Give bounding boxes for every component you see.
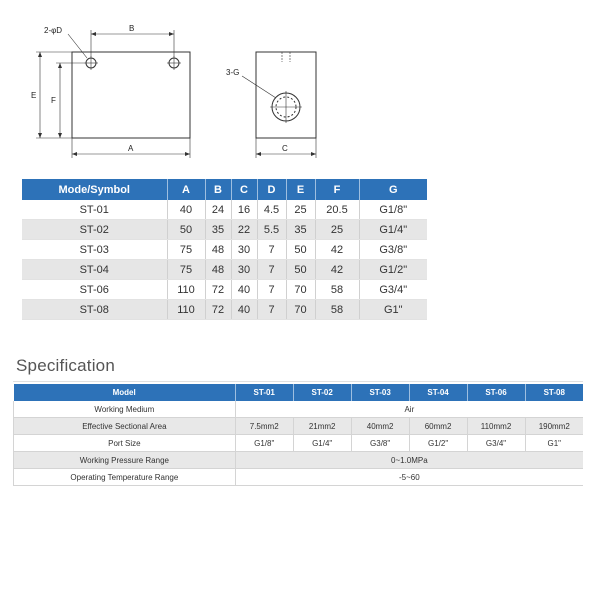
dim-f-label: F [51,96,56,105]
header-d: D [257,179,286,200]
table-row: ST-01 40 24 16 4.5 25 20.5 G1/8" [22,200,427,220]
header-e: E [286,179,315,200]
specification-title: Specification [16,356,115,375]
dim-a-label: A [128,144,134,153]
header-b: B [205,179,231,200]
table-row: ST-04 75 48 30 7 50 42 G1/2" [22,260,427,280]
dim-b-label: B [129,24,135,33]
spec-row-effective-area: Effective Sectional Area 7.5mm2 21mm2 40mm2 60mm2 110mm2 190mm2 [14,418,584,435]
divider [13,381,583,382]
header-st-03: ST-03 [351,384,409,401]
table-row: ST-06 110 72 40 7 70 58 G3/4" [22,280,427,300]
technical-drawing [0,0,600,175]
dim-e-label: E [31,91,37,100]
table-row: ST-03 75 48 30 7 50 42 G3/8" [22,240,427,260]
header-model: Model [14,384,236,401]
header-st-08: ST-08 [525,384,583,401]
port-note-label: 3-G [226,68,240,77]
front-view-body [72,52,190,138]
spec-row-pressure-range: Working Pressure Range 0~1.0MPa [14,452,584,469]
header-a: A [167,179,205,200]
header-st-06: ST-06 [467,384,525,401]
header-c: C [231,179,257,200]
dim-c-label: C [282,144,288,153]
specification-table-header [14,384,584,401]
spec-row-port-size: Port Size G1/8" G1/4" G3/8" G1/2" G3/4" G1" [14,435,584,452]
header-f: F [315,179,359,200]
header-g: G [359,179,427,200]
header-mode-symbol: Mode/Symbol [22,179,167,200]
header-st-01: ST-01 [235,384,293,401]
dimension-table-header [22,179,427,200]
dimension-table [22,179,427,320]
spec-row-temperature-range: Operating Temperature Range -5~60 [14,469,584,486]
header-st-04: ST-04 [409,384,467,401]
header-st-02: ST-02 [293,384,351,401]
table-row: ST-02 50 35 22 5.5 35 25 G1/4" [22,220,427,240]
specification-table [13,384,583,486]
table-row: ST-08 110 72 40 7 70 58 G1" [22,300,427,320]
spec-row-working-medium: Working Medium Air [14,401,584,418]
hole-note-label: 2-φD [44,26,63,35]
